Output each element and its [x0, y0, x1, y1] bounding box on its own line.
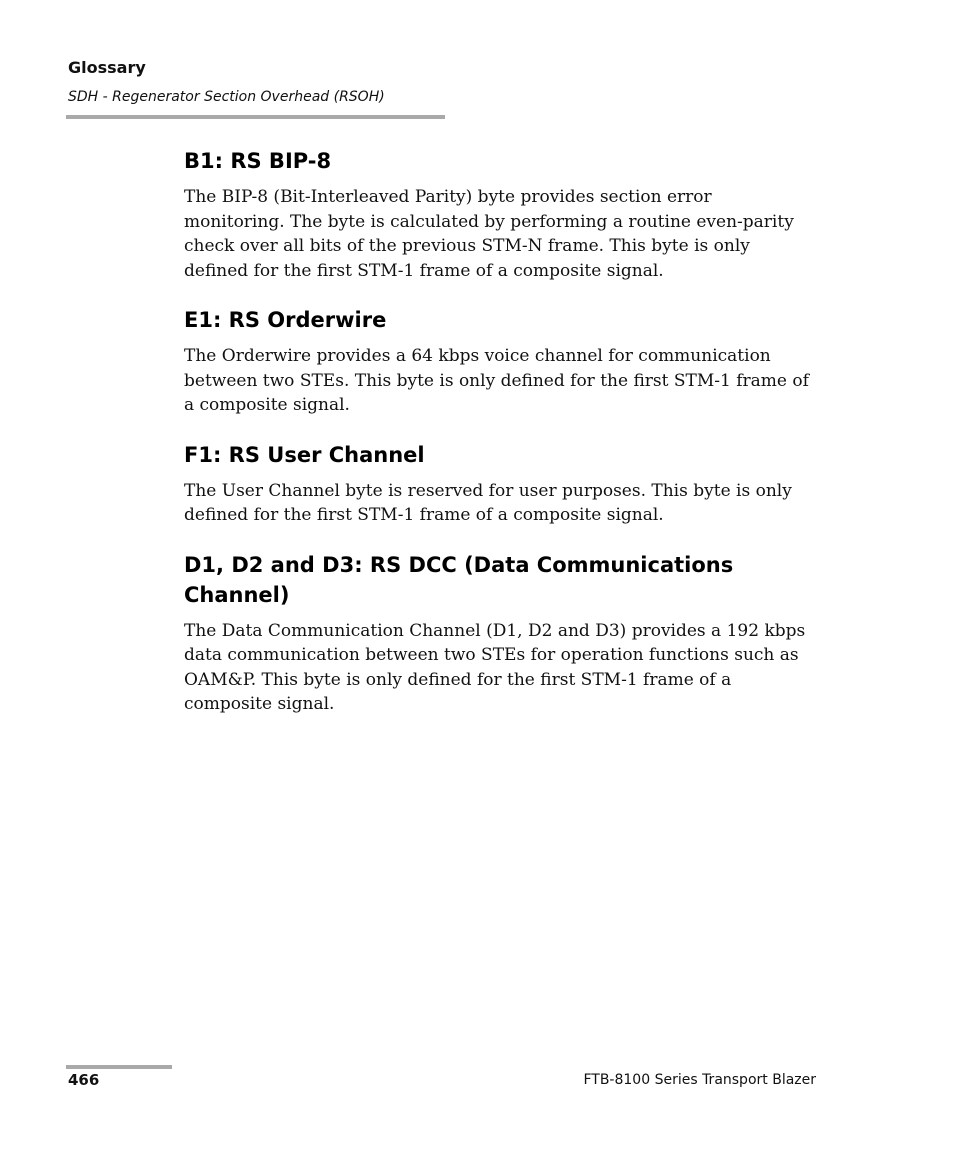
section-subtitle: SDH - Regenerator Section Overhead (RSOH) — [68, 89, 385, 105]
page-number: 466 — [68, 1071, 100, 1089]
section-heading: E1: RS Orderwire — [184, 308, 387, 332]
footer-divider — [66, 1065, 172, 1069]
chapter-title: Glossary — [68, 58, 146, 77]
section-body: The User Channel byte is reserved for user purposes. This byte is only defined for the first STM-1 frame of a composite signal. — [184, 480, 792, 525]
page-header — [68, 58, 445, 106]
section-heading: D1, D2 and D3: RS DCC (Data Communications Channel) — [184, 552, 734, 607]
section-body: The BIP-8 (Bit-Interleaved Parity) byte provides section error monitoring. The byte is calculated by performing a routine even-parity check over all bits of the previous STM-N frame. This byte is only defined for the first STM-1 frame of a composite signal. — [184, 187, 794, 281]
section-heading: F1: RS User Channel — [184, 442, 425, 467]
section-f1 — [184, 440, 814, 528]
section-body: The Orderwire provides a 64 kbps voice channel for communication between two STEs. This byte is only defined for the first STM-1 frame of a composite signal. — [184, 346, 809, 415]
document-title: FTB-8100 Series Transport Blazer — [583, 1072, 816, 1088]
section-e1 — [184, 305, 814, 418]
section-b1 — [184, 146, 814, 283]
section-heading: B1: RS BIP-8 — [184, 149, 332, 173]
header-divider — [66, 115, 445, 119]
main-content — [184, 146, 814, 739]
section-d1-d3 — [184, 550, 814, 717]
section-body: The Data Communication Channel (D1, D2 and D3) provides a 192 kbps data communication between two STEs for operation functions such as OAM&P. This byte is only defined for the first STM-1 frame of a composite signal. — [184, 620, 806, 714]
